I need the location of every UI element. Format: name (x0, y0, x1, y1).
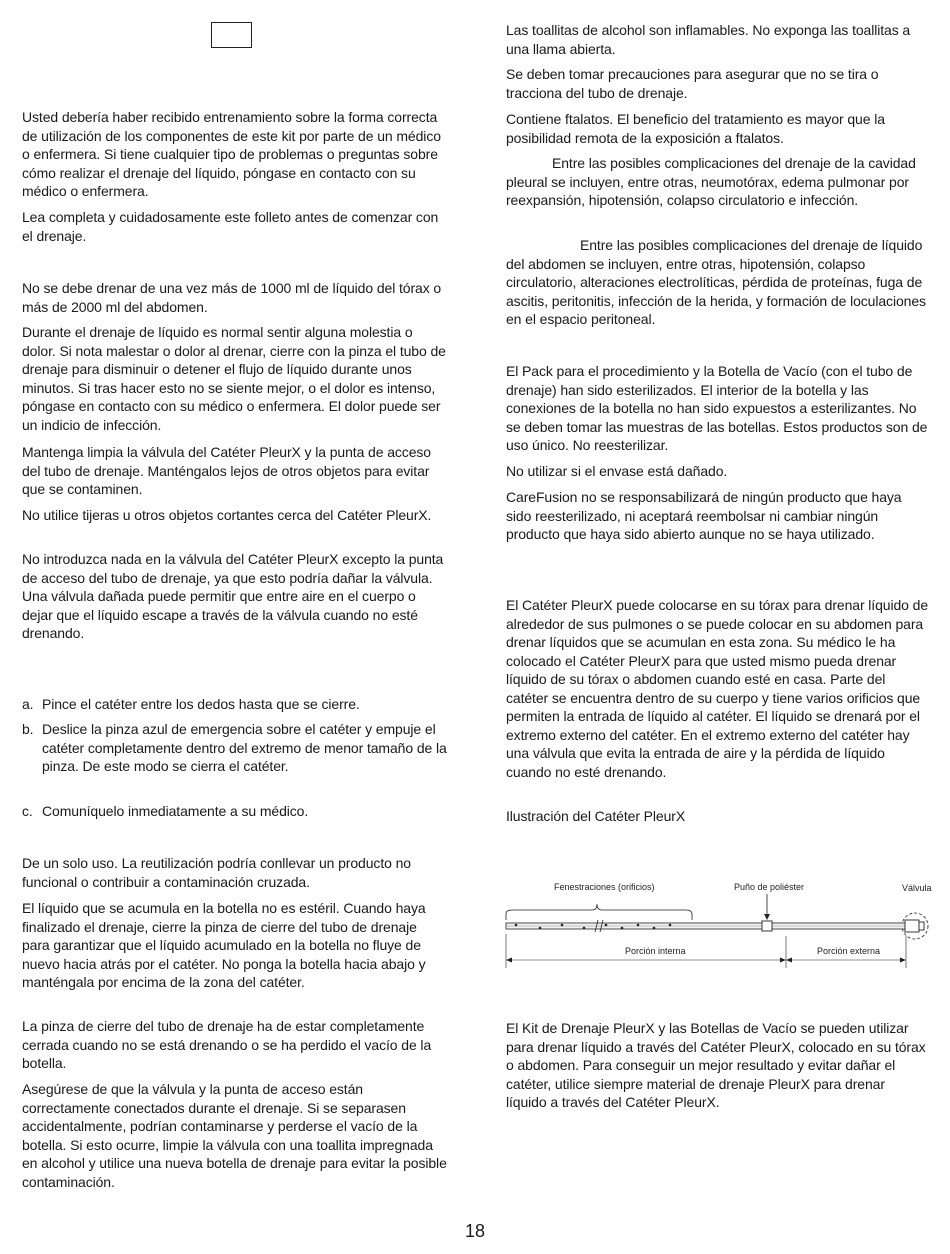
paragraph-single-use: De un solo uso. La reutilización podría conllevar un producto no funcional o contribuir a contaminación cruzada. (22, 855, 411, 890)
blank-box (211, 22, 252, 48)
label-valve: Válvula (902, 883, 932, 893)
list-item (22, 720, 447, 776)
list-text: Comuníquelo inmediatamente a su médico. (42, 803, 309, 819)
paragraph-discomfort: Durante el drenaje de líquido es normal sentir alguna molestia o dolor. Si nota malestar o dolor al drenar, cierre con la pinza el tubo de drenaje para disminuir o detener el flujo de líquido durante unos minutos. Si tras hacer esto no se siente mejor, o el dolor es intenso, póngase en contacto con su médico o enfermera. El dolor puede ser un indicio de infección. (22, 324, 446, 433)
paragraph-illustration-title: Ilustración del Catéter PleurX (506, 808, 686, 824)
list-marker: c. (22, 803, 33, 819)
label-cuff: Puño de poliéster (734, 882, 805, 892)
paragraph-valve-connection: Asegúrese de que la válvula y la punta de acceso están correctamente conectados durante el drenaje. Si se separasen accidentalmente, podrían contaminarse y perderse el vacío de la botella. Si esto ocurre, limpie la válvula con una toallita impregnada en alcohol y utilice una nueva botella de drenaje para evitar la posible contaminación. (22, 1081, 447, 1190)
paragraph-sterilized: El Pack para el procedimiento y la Botella de Vacío (con el tubo de drenaje) han sido esterilizados. El interior de la botella y las conexiones de la botella no han sido expuestos a esterilizantes. No se deben tomar las muestras de las botellas. Estos productos son de uso único. No reesterilizar. (506, 363, 928, 453)
paragraph-clamp: La pinza de cierre del tubo de drenaje ha de estar completamente cerrada cuando no se está drenando o se ha perdido el vacío de la botella. (22, 1018, 432, 1071)
list-text: Pince el catéter entre los dedos hasta que se cierre. (42, 696, 360, 712)
list-marker: a. (22, 696, 34, 712)
paragraph-valve-warning: No introduzca nada en la válvula del Catéter PleurX excepto la punta de acceso del tubo de drenaje, ya que esto podría dañar la válvula. Una válvula dañada puede permitir que entre aire en el cuerpo o dejar que el líquido escape a través de la válvula cuando no esté drenando. (22, 551, 444, 641)
paragraph-flammable: Las toallitas de alcohol son inflamables. No exponga las toallitas a una llama abierta. (506, 22, 911, 57)
paragraph-no-scissors: No utilice tijeras u otros objetos cortantes cerca del Catéter PleurX. (22, 507, 432, 523)
paragraph-keep-clean: Mantenga limpia la válvula del Catéter PleurX y la punta de acceso del tubo de drenaje. Manténgalos lejos de otros objetos para evitar que se contaminen. (22, 444, 431, 497)
paragraph-volume-limit: No se debe drenar de una vez más de 1000 ml de líquido del tórax o más de 2000 ml del abdomen. (22, 280, 442, 315)
paragraph-abdominal-complications: Entre las posibles complicaciones del drenaje de líquido del abdomen se incluyen, entre otras, hipotensión, colapso circulatorio, alteraciones electrolíticas, pérdida de proteínas, fuga de ascitis, peritonitis, infección de la herida, y formación de loculaciones en el espacio peritoneal. (506, 237, 926, 327)
paragraph-carefusion: CareFusion no se responsabilizará de ningún producto que haya sido reesterilizado, ni aceptará reembolsar ni cambiar ningún producto que haya sido abierto aunque no se haya utilizado. (506, 489, 902, 542)
paragraph-pleural-complications: Entre las posibles complicaciones del drenaje de la cavidad pleural se incluyen, entre otras, neumotórax, edema pulmonar por reexpansión, hipotensión, colapso circulatorio e infección. (506, 155, 916, 208)
paragraph-catheter-description: El Catéter PleurX puede colocarse en su tórax para drenar líquido de alrededor de sus pulmones o se puede colocar en su abdomen para drenar líquidos que se acumulan en esta zona. Su médico le ha colocado el Catéter PleurX para que usted mismo pueda drenar líquido de su tórax o abdomen cuando esté en casa. Parte del catéter se encuentra dentro de su cuerpo y tiene varios orificios que permiten la entrada de líquido al catéter. El líquido se drenará por el extremo externo del catéter. En el extremo externo del catéter hay una válvula que evita la entrada de aire y la pérdida de líquido cuando no esté drenando. (506, 597, 929, 780)
paragraph-training: Usted debería haber recibido entrenamiento sobre la forma correcta de utilización de los componentes de este kit por parte de un médico o enfermera. Si tiene cualquier tipo de problemas o preguntas sobre cómo realizar el drenaje del líquido, póngase en contacto con su médico o enfermera. (22, 109, 441, 199)
catheter-illustration (502, 876, 934, 976)
page-number: 18 (464, 1221, 486, 1241)
list-item (22, 695, 447, 714)
label-fenestrations: Fenestraciones (orificios) (554, 882, 655, 892)
fenestration-brace (506, 904, 692, 920)
paragraph-phthalates: Contiene ftalatos. El beneficio del tratamiento es mayor que la posibilidad remota de la exposición a ftalatos. (506, 111, 885, 146)
label-external: Porción externa (817, 946, 881, 956)
paragraph-read-leaflet: Lea completa y cuidadosamente este folleto antes de comenzar con el drenaje. (22, 209, 439, 244)
paragraph-damaged-package: No utilizar si el envase está dañado. (506, 463, 728, 479)
list-text: Deslice la pinza azul de emergencia sobre el catéter y empuje el catéter completamente dentro del extremo de menor tamaño de la pinza. De este modo se cierra el catéter. (42, 721, 447, 774)
list-item (22, 802, 447, 821)
paragraph-drainage-kit: El Kit de Drenaje PleurX y las Botellas de Vacío se pueden utilizar para drenar líquido a través del Catéter PleurX, colocado en su tórax o abdomen. Para conseguir un mejor resultado y evitar dañar el catéter, utilice siempre material de drenaje PleurX para drenar líquido a través del Catéter PleurX. (506, 1020, 926, 1110)
valve (905, 920, 919, 932)
cuff (762, 921, 772, 931)
label-internal: Porción interna (625, 946, 686, 956)
paragraph-not-sterile: El líquido que se acumula en la botella no es estéril. Cuando haya finalizado el drenaje, cierre la pinza de cierre del tubo de drenaje para garantizar que el líquido acumulado en la botella no fluye de nuevo hacia atrás por el catéter. No ponga la botella hacia abajo y manténgala por encima de la zona del catéter. (22, 900, 426, 990)
paragraph-traction: Se deben tomar precauciones para asegurar que no se tira o tracciona del tubo de drenaje. (506, 66, 879, 101)
cuff-arrowhead (764, 914, 770, 920)
list-marker: b. (22, 721, 34, 737)
